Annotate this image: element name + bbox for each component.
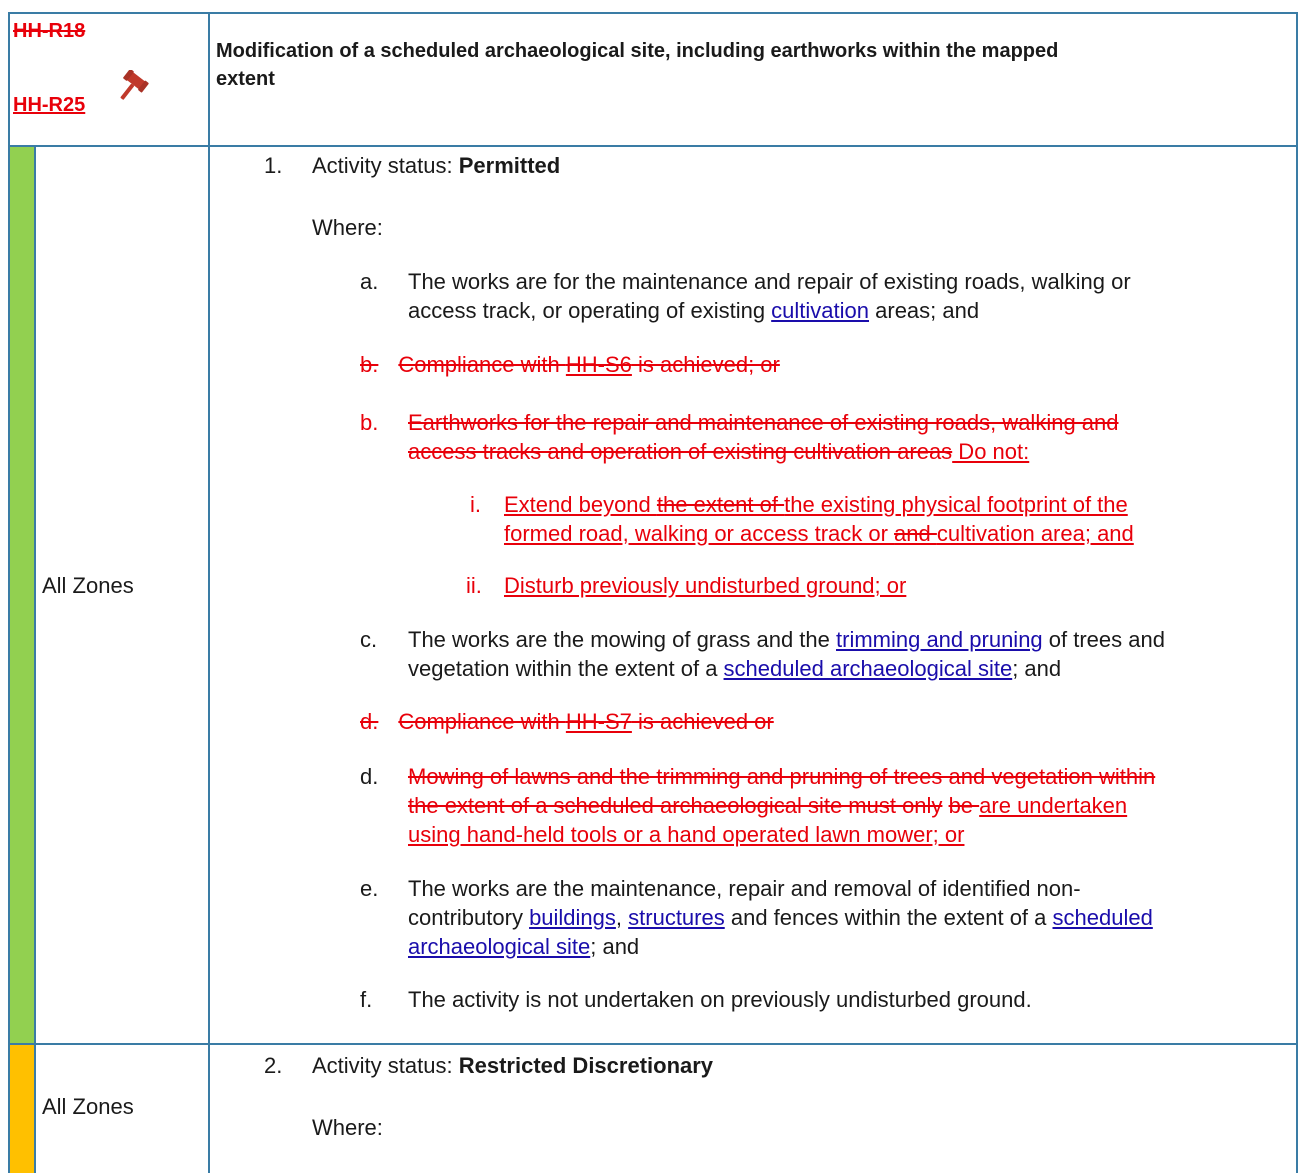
condition-d-line-2: the extent of a scheduled archaeological site must only be are undertaken [408, 793, 1128, 818]
rule-id-new[interactable]: HH-R25 [13, 94, 86, 116]
where-label: Where: [312, 215, 383, 240]
trimming-pruning-link[interactable]: trimming and pruning [836, 627, 1043, 652]
permitted-status-bar [10, 147, 34, 1043]
condition-f-text: The activity is not undertaken on previously undisturbed ground. [408, 987, 1032, 1012]
hh-s7-link[interactable]: HH-S7 [565, 709, 632, 734]
zone-label-2: All Zones [42, 1094, 134, 1119]
table-border-top [8, 12, 1298, 14]
rule-id-old[interactable]: HH-R18 [13, 20, 86, 42]
status-bar-border [34, 147, 36, 1043]
cultivation-link[interactable]: cultivation [771, 298, 870, 323]
condition-c-line-1: The works are the mowing of grass and the trimming and pruning of trees and [408, 627, 1165, 652]
sub-condition-i-marker: i. [470, 492, 481, 517]
archaeological-site-link[interactable]: archaeological site [408, 934, 591, 959]
condition-e-marker: e. [360, 876, 379, 901]
condition-e-line-2: contributory buildings, structures and fences within the extent of a scheduled [408, 905, 1153, 930]
table-border-right [1296, 12, 1298, 1173]
condition-d-line-3: using hand-held tools or a hand operated lawn mower; or [408, 822, 965, 847]
restricted-status-bar [10, 1045, 34, 1173]
condition-b-marker: b. [360, 410, 379, 435]
condition-b-line-2: access tracks and operation of existing cultivation areas Do not: [408, 439, 1030, 464]
hh-s6-link[interactable]: HH-S6 [565, 352, 632, 377]
condition-d-line-1: Mowing of lawns and the trimming and pruning of trees and vegetation within [408, 764, 1156, 789]
status-bar-border [34, 1045, 36, 1173]
structures-link[interactable]: structures [628, 905, 725, 930]
gavel-icon [112, 70, 150, 104]
condition-b-line-1: Earthworks for the repair and maintenance of existing roads, walking and [408, 410, 1119, 435]
activity-status-2: Activity status: Restricted Discretionary [312, 1053, 714, 1078]
scheduled-site-link[interactable]: scheduled archaeological site [723, 656, 1013, 681]
sub-condition-ii-marker: ii. [466, 573, 482, 598]
condition-a-line-2: access track, or operating of existing cultivation areas; and [408, 298, 980, 323]
condition-c-line-2: vegetation within the extent of a scheduled archaeological site; and [408, 656, 1062, 681]
rule-title-line-1: Modification of a scheduled archaeological site, including earthworks within the mapped [216, 40, 1059, 62]
where-label-2: Where: [312, 1115, 383, 1140]
zone-label: All Zones [42, 573, 134, 598]
activity-number: 1. [264, 153, 283, 178]
rule-title-line-2: extent [216, 68, 275, 90]
activity-number-2: 2. [264, 1053, 283, 1078]
column-divider [208, 12, 210, 1173]
condition-e-line-3: archaeological site; and [408, 934, 640, 959]
condition-d-old: d. Compliance with HH-S7 is achieved or [360, 709, 774, 734]
buildings-link[interactable]: buildings [529, 905, 616, 930]
condition-f-marker: f. [360, 987, 373, 1012]
sub-condition-ii-text: Disturb previously undisturbed ground; or [504, 573, 907, 598]
condition-c-marker: c. [360, 627, 378, 652]
row-divider-2 [8, 1043, 1298, 1045]
condition-a-line-1: The works are for the maintenance and repair of existing roads, walking or [408, 269, 1131, 294]
scheduled-site-link-2[interactable]: scheduled [1052, 905, 1153, 930]
condition-b-old: b. Compliance with HH-S6 is achieved; or [360, 352, 780, 377]
condition-d-marker: d. [360, 764, 379, 789]
sub-condition-i-line-1: Extend beyond the extent of the existing physical footprint of the [504, 492, 1128, 517]
row-divider-1 [8, 145, 1298, 147]
activity-status: Activity status: Permitted [312, 153, 561, 178]
condition-e-line-1: The works are the maintenance, repair and removal of identified non- [408, 876, 1081, 901]
sub-condition-i-line-2: formed road, walking or access track or and cultivation area; and [504, 521, 1134, 546]
condition-a-marker: a. [360, 269, 379, 294]
